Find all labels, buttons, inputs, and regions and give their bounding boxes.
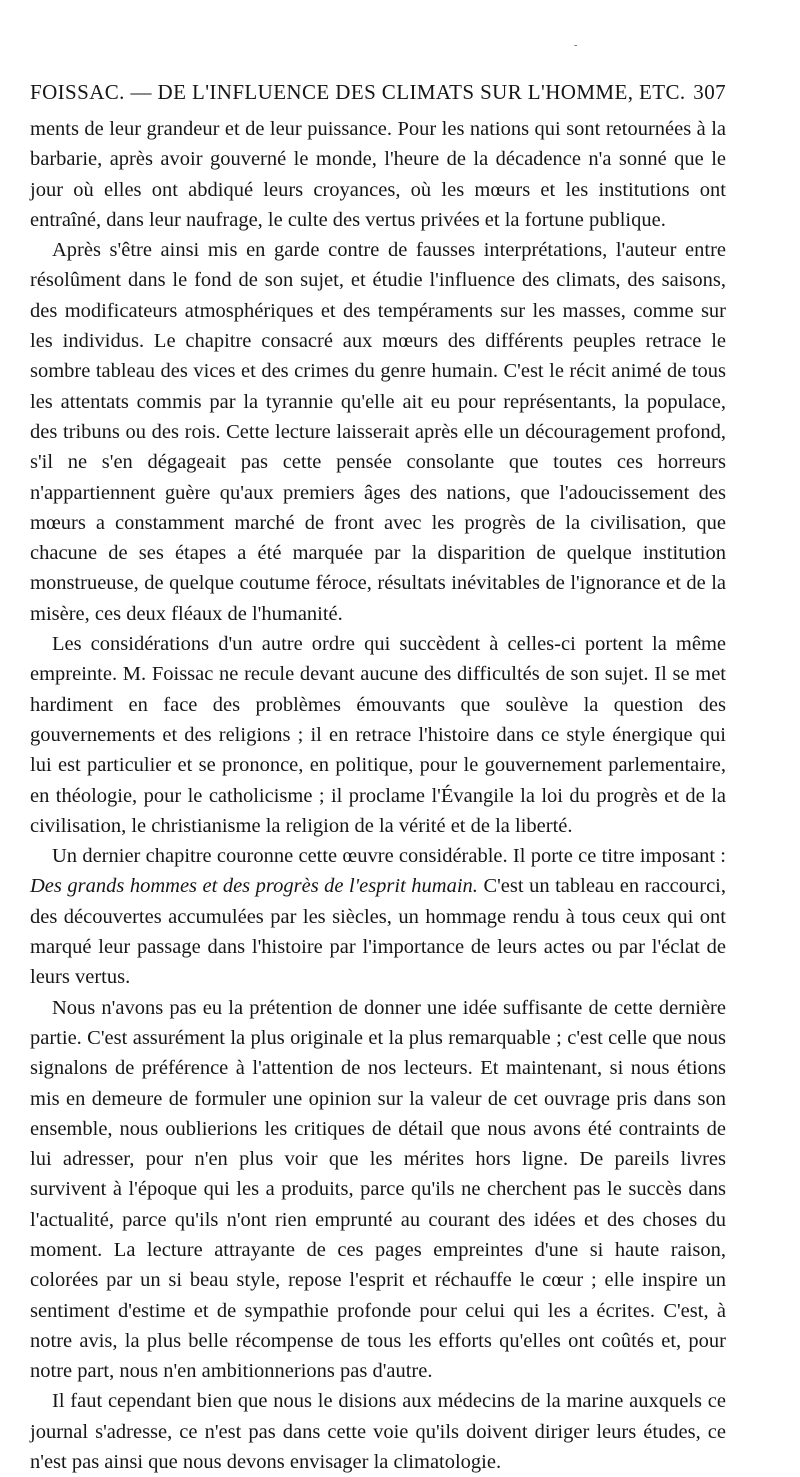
paragraph-4: [30, 841, 726, 992]
running-title: FOISSAC. — DE L'INFLUENCE DES CLIMATS SUR L'HOMME, ETC.: [30, 80, 686, 104]
page-number: 307: [693, 80, 726, 104]
paragraph-5: Nous n'avons pas eu la prétention de donner une idée suffisante de cette dernière partie. C'est assurément la plus originale et la plus remarquable ; c'est celle que nous signalons de préférence à l'attention de nos lecteurs. Et maintenant, si nous étions mis en demeure de formuler une opinion sur la valeur de cet ouvrage pris dans son ensemble, nous oublierions les critiques de détail que nous avons été contraints de lui adresser, pour n'en plus voir que les mérites hors ligne. De pareils livres survivent à l'époque qui les a produits, parce qu'ils ne cherchent pas le succès dans l'actualité, parce qu'ils n'ont rien emprunté au courant des idées et des choses du moment. La lecture attrayante de ces pages empreintes d'une si haute raison, colorées par un si beau style, repose l'esprit et réchauffe le cœur ; elle inspire un sentiment d'estime et de sympathie profonde pour celui qui les a écrites. C'est, à notre avis, la plus belle récompense de tous les efforts qu'elles ont coûtés et, pour notre part, nous n'en ambitionnerions pas d'autre.: [30, 996, 726, 1383]
chapter-title-italic: Des grands hommes et des progrès de l'esprit humain.: [30, 875, 478, 898]
paragraph-4-end: C'est un tableau en raccourci, des découvertes accumulées par les siècles, un hommage rendu à tous ceux qui ont marqué leur passage dans l'histoire par l'importance de leurs actes ou par l'éclat de leurs vertus.: [30, 875, 726, 989]
body-text: [30, 114, 726, 1477]
paragraph-6: Il faut cependant bien que nous le disions aux médecins de la marine auxquels ce journal s'adresse, ce n'est pas dans cette voie qu'ils doivent diriger leurs études, ce n'est pas ainsi que nous devons envisager la climatologie.: [30, 1390, 726, 1474]
page-header: [30, 80, 726, 110]
paragraph-4-start: Un dernier chapitre couronne cette œuvre considérable. Il porte ce titre imposant :: [52, 845, 726, 868]
print-mark: -: [574, 40, 578, 51]
paragraph-3: Les considérations d'un autre ordre qui succèdent à celles-ci portent la même empreinte. M. Foissac ne recule devant aucune des difficultés de son sujet. Il se met hardiment en face des problèmes émouvants que soulève la question des gouvernements et des religions ; il en retrace l'histoire dans ce style énergique qui lui est particulier et se prononce, en politique, pour le gouvernement parlementaire, en théologie, pour le catholicisme ; il proclame l'Évangile la loi du progrès et de la civilisation, le christianisme la religion de la vérité et de la liberté.: [30, 633, 726, 837]
paragraph-2: Après s'être ainsi mis en garde contre de fausses interprétations, l'auteur entre résolûment dans le fond de son sujet, et étudie l'influence des climats, des saisons, des modificateurs atmosphériques et des tempéraments sur les masses, comme sur les individus. Le chapitre consacré aux mœurs des différents peuples retrace le sombre tableau des vices et des crimes du genre humain. C'est le récit animé de tous les attentats commis par la tyrannie qu'elle ait eu pour représentants, la populace, des tribuns ou des rois. Cette lecture laisserait après elle un découragement profond, s'il ne s'en dégageait pas cette pensée consolante que toutes ces horreurs n'appartiennent guère qu'aux premiers âges des nations, que l'adoucissement des mœurs a constamment marché de front avec les progrès de la civilisation, que chacune de ses étapes a été marquée par la disparition de quelque institution monstrueuse, de quelque coutume féroce, résultats inévitables de l'ignorance et de la misère, ces deux fléaux de l'humanité.: [30, 239, 726, 625]
paragraph-1: ments de leur grandeur et de leur puissance. Pour les nations qui sont retournées à la barbarie, après avoir gouverné le monde, l'heure de la décadence n'a sonné que le jour où elles ont abdiqué leurs croyances, où les mœurs et les institutions ont entraîné, dans leur naufrage, le culte des vertus privées et la fortune publique.: [30, 118, 726, 231]
